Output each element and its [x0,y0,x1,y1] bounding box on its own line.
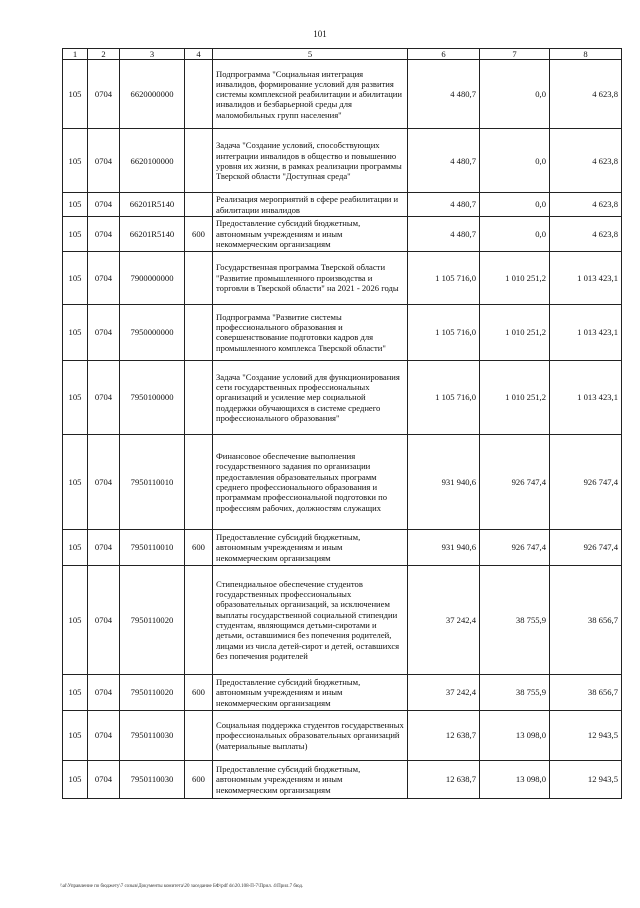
section-code: 0704 [88,60,120,129]
column-header-6: 6 [408,49,480,60]
amount-col8: 926 747,4 [550,434,622,529]
table-row [63,60,622,129]
admin-code: 105 [63,360,88,434]
target-article-code: 7900000000 [120,251,185,304]
item-name: Стипендиальное обеспечение студентов государственных профессиональных образовательных организаций, за исключением выплаты государственной социальной стипендии студентам, являющимся детьми-сиротами и детьми, оставшимися без попечения родителей, лицами из числа детей-сирот и детей, оставшихся без попечения родителей [213,565,408,674]
column-header-2: 2 [88,49,120,60]
target-article-code: 7950110030 [120,760,185,798]
amount-col8: 926 747,4 [550,529,622,565]
item-name: Реализация мероприятий в сфере реабилитации и абилитации инвалидов [213,193,408,217]
item-name: Предоставление субсидий бюджетным, автономным учреждениям и иным некоммерческим организациям [213,760,408,798]
expense-type-code [185,565,213,674]
target-article-code: 7950100000 [120,360,185,434]
amount-col8: 12 943,5 [550,760,622,798]
column-header-3: 3 [120,49,185,60]
amount-col6: 12 638,7 [408,760,480,798]
admin-code: 105 [63,434,88,529]
admin-code: 105 [63,129,88,193]
expense-type-code [185,193,213,217]
item-name: Подпрограмма "Социальная интеграция инвалидов, формирование условий для развития системы комплексной реабилитации и абилитации инвалидов и безбарьерной среды для маломобильных групп населения" [213,60,408,129]
amount-col8: 1 013 423,1 [550,304,622,360]
item-name: Предоставление субсидий бюджетным, автономным учреждениям и иным некоммерческим организациям [213,674,408,710]
table-row [63,674,622,710]
expense-type-code [185,304,213,360]
expense-type-code [185,129,213,193]
amount-col8: 38 656,7 [550,674,622,710]
amount-col6: 1 105 716,0 [408,304,480,360]
amount-col6: 12 638,7 [408,710,480,760]
item-name: Задача "Создание условий для функционирования сети государственных профессиональных организаций и усиление мер социальной поддержки обучающихся в системе среднего профессионального образования" [213,360,408,434]
amount-col6: 37 242,4 [408,674,480,710]
amount-col7: 38 755,9 [480,674,550,710]
amount-col7: 0,0 [480,193,550,217]
column-header-4: 4 [185,49,213,60]
amount-col7: 926 747,4 [480,434,550,529]
amount-col7: 0,0 [480,129,550,193]
admin-code: 105 [63,529,88,565]
expense-type-code: 600 [185,674,213,710]
amount-col7: 1 010 251,2 [480,360,550,434]
column-header-8: 8 [550,49,622,60]
target-article-code: 7950110010 [120,434,185,529]
expense-type-code [185,251,213,304]
admin-code: 105 [63,710,88,760]
amount-col6: 4 480,7 [408,129,480,193]
admin-code: 105 [63,304,88,360]
budget-table [62,48,622,799]
admin-code: 105 [63,251,88,304]
table-row [63,193,622,217]
table-row [63,251,622,304]
table-row [63,760,622,798]
section-code: 0704 [88,251,120,304]
amount-col6: 37 242,4 [408,565,480,674]
amount-col7: 0,0 [480,216,550,251]
amount-col7: 38 755,9 [480,565,550,674]
amount-col6: 1 105 716,0 [408,251,480,304]
amount-col8: 1 013 423,1 [550,360,622,434]
section-code: 0704 [88,129,120,193]
section-code: 0704 [88,710,120,760]
amount-col8: 4 623,8 [550,216,622,251]
header-row [63,49,622,60]
item-name: Предоставление субсидий бюджетным, автономным учреждениям и иным некоммерческим организациям [213,216,408,251]
column-header-1: 1 [63,49,88,60]
section-code: 0704 [88,529,120,565]
section-code: 0704 [88,565,120,674]
table-row [63,565,622,674]
section-code: 0704 [88,304,120,360]
target-article-code: 66201R5140 [120,193,185,217]
target-article-code: 66201R5140 [120,216,185,251]
amount-col6: 931 940,6 [408,434,480,529]
amount-col8: 12 943,5 [550,710,622,760]
amount-col6: 1 105 716,0 [408,360,480,434]
table-row [63,529,622,565]
page-number: 101 [313,29,327,39]
admin-code: 105 [63,193,88,217]
amount-col8: 4 623,8 [550,193,622,217]
section-code: 0704 [88,434,120,529]
item-name: Подпрограмма "Развитие системы профессионального образования и совершенствование подготовки кадров для промышленного комплекса Тверской области" [213,304,408,360]
amount-col7: 0,0 [480,60,550,129]
table-row [63,360,622,434]
amount-col8: 4 623,8 [550,129,622,193]
target-article-code: 7950110010 [120,529,185,565]
item-name: Государственная программа Тверской области "Развитие промышленного производства и торговли в Тверской области" на 2021 - 2026 годы [213,251,408,304]
section-code: 0704 [88,216,120,251]
expense-type-code [185,360,213,434]
footer-file-path: \\al\Управление по бюджету\7 созыв\Документы комитета\20 заседание БФ\pdf ds\20.108-П-7\Прил. 4\Прил.7 бюд. [60,884,304,889]
table-row [63,710,622,760]
target-article-code: 7950110020 [120,674,185,710]
item-name: Социальная поддержка студентов государственных профессиональных образовательных организаций (материальные выплаты) [213,710,408,760]
section-code: 0704 [88,760,120,798]
column-header-5: 5 [213,49,408,60]
section-code: 0704 [88,360,120,434]
amount-col6: 4 480,7 [408,60,480,129]
expense-type-code: 600 [185,216,213,251]
item-name: Задача "Создание условий, способствующих интеграции инвалидов в общество и повышению уровня их жизни, в рамках реализации программы Тверской области "Доступная среда" [213,129,408,193]
target-article-code: 7950000000 [120,304,185,360]
section-code: 0704 [88,674,120,710]
target-article-code: 6620000000 [120,60,185,129]
amount-col7: 1 010 251,2 [480,304,550,360]
amount-col8: 1 013 423,1 [550,251,622,304]
expense-type-code [185,434,213,529]
admin-code: 105 [63,60,88,129]
amount-col7: 13 098,0 [480,760,550,798]
target-article-code: 7950110020 [120,565,185,674]
item-name: Предоставление субсидий бюджетным, автономным учреждениям и иным некоммерческим организациям [213,529,408,565]
amount-col6: 4 480,7 [408,216,480,251]
expense-type-code [185,60,213,129]
admin-code: 105 [63,760,88,798]
target-article-code: 7950110030 [120,710,185,760]
table-row [63,304,622,360]
section-code: 0704 [88,193,120,217]
item-name: Финансовое обеспечение выполнения государственного задания по организации предоставления образовательных программ среднего профессионального образования и программам профессиональной подготовки по профессиям рабочих, должностям служащих [213,434,408,529]
admin-code: 105 [63,565,88,674]
amount-col8: 4 623,8 [550,60,622,129]
table-row [63,216,622,251]
amount-col7: 926 747,4 [480,529,550,565]
amount-col7: 13 098,0 [480,710,550,760]
admin-code: 105 [63,216,88,251]
expense-type-code: 600 [185,760,213,798]
expense-type-code [185,710,213,760]
amount-col8: 38 656,7 [550,565,622,674]
amount-col6: 931 940,6 [408,529,480,565]
amount-col7: 1 010 251,2 [480,251,550,304]
column-header-7: 7 [480,49,550,60]
table-row [63,129,622,193]
admin-code: 105 [63,674,88,710]
amount-col6: 4 480,7 [408,193,480,217]
target-article-code: 6620100000 [120,129,185,193]
table-row [63,434,622,529]
expense-type-code: 600 [185,529,213,565]
